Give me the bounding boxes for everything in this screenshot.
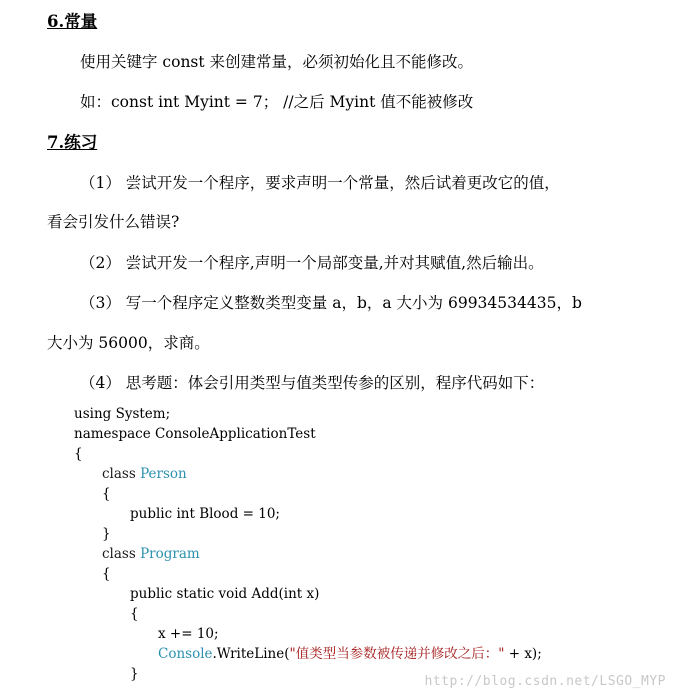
code-string-literal: "值类型当参数被传递并修改之后：" xyxy=(289,646,505,662)
exercise-4: （4） 思考题：体会引用类型与值类型传参的区别，程序代码如下： xyxy=(80,374,545,392)
code-line-add-method: public static void Add(int x) xyxy=(130,586,320,602)
code-writeline-call: .WriteLine( xyxy=(212,646,290,662)
code-line-using: using System; xyxy=(74,406,171,422)
code-keyword: class xyxy=(102,546,141,562)
code-line-brace: { xyxy=(102,566,111,582)
code-line-namespace: namespace ConsoleApplicationTest xyxy=(74,426,316,442)
code-line-open-brace: { xyxy=(74,446,83,462)
code-line-increment: x += 10; xyxy=(158,626,219,642)
section-6-heading: 6.常量 xyxy=(47,12,98,31)
code-type-console: Console xyxy=(158,646,213,662)
code-type-program: Program xyxy=(140,546,200,562)
section-7-heading: 7.练习 xyxy=(47,133,98,152)
code-line-writeline xyxy=(158,645,542,663)
code-writeline-end: + x); xyxy=(504,646,542,662)
code-line-brace: { xyxy=(130,606,139,622)
watermark: http://blog.csdn.net/LSGO_MYP xyxy=(424,674,666,689)
code-line-brace: } xyxy=(130,666,139,682)
code-line-brace: { xyxy=(102,486,111,502)
section-6-paragraph-2: 如：const int Myint = 7； //之后 Myint 值不能被修改 xyxy=(80,93,474,111)
exercise-3-line-2: 大小为 56000，求商。 xyxy=(47,334,210,352)
exercise-2: （2） 尝试开发一个程序,声明一个局部变量,并对其赋值,然后输出。 xyxy=(80,254,544,272)
code-line-class-person xyxy=(102,465,187,483)
code-line-class-program xyxy=(102,545,200,563)
code-type-person: Person xyxy=(140,466,187,482)
exercise-3-line-1: （3） 写一个程序定义整数类型变量 a，b，a 大小为 69934534435，b xyxy=(80,294,582,312)
code-line-blood: public int Blood = 10; xyxy=(130,506,280,522)
section-6-paragraph-1: 使用关键字 const 来创建常量，必须初始化且不能修改。 xyxy=(80,53,474,71)
code-line-brace: } xyxy=(102,526,111,542)
exercise-1-line-1: （1） 尝试开发一个程序，要求声明一个常量，然后试着更改它的值， xyxy=(80,174,560,192)
exercise-1-line-2: 看会引发什么错误? xyxy=(47,213,180,231)
code-keyword: class xyxy=(102,466,141,482)
